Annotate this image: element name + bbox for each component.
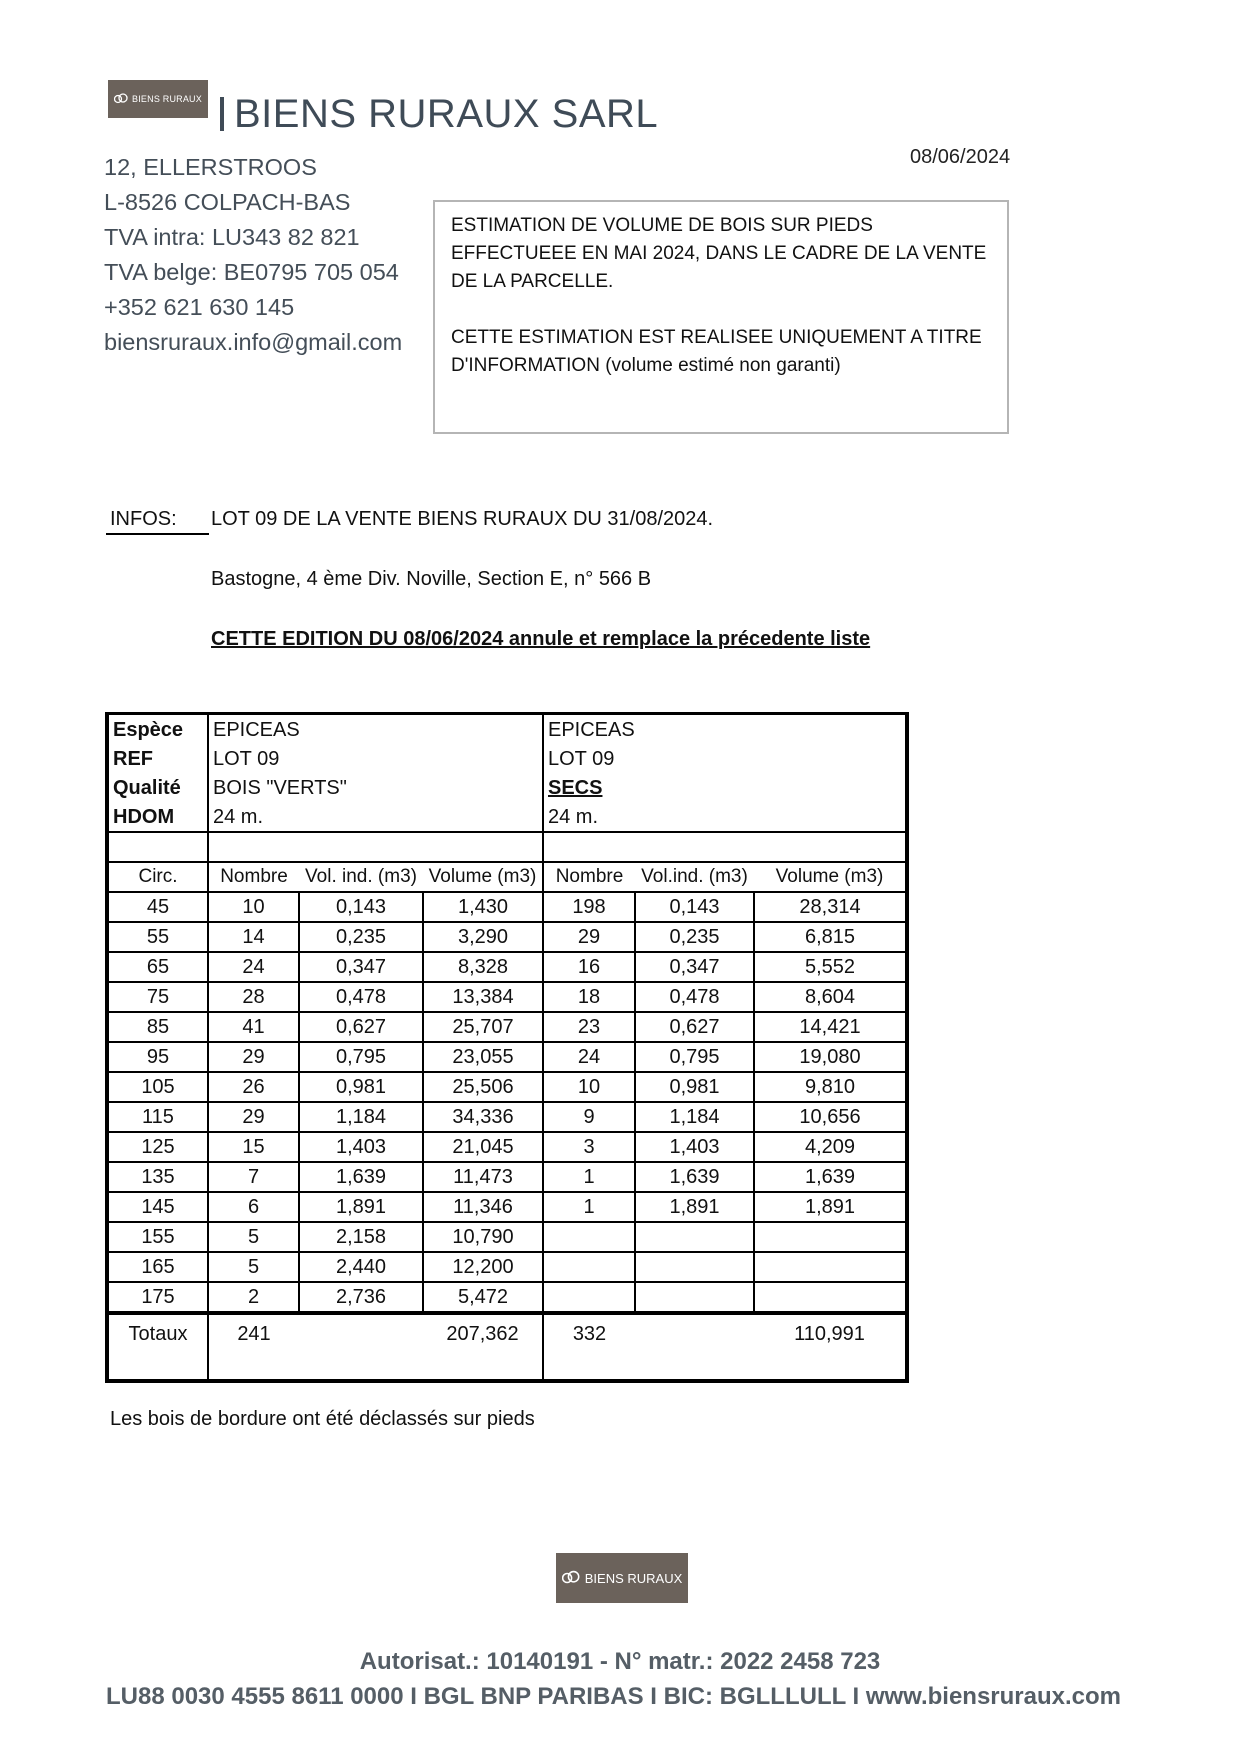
circ-cell: 85 [107,1012,208,1042]
green-volume-cell: 8,328 [423,952,543,982]
dry-unit-volume-cell [635,1282,754,1313]
green-count-cell: 14 [208,922,299,952]
dry-volume-cell: 8,604 [754,982,907,1012]
dry-espece: EPICEAS [543,714,907,745]
dry-unit-volume-cell: 1,403 [635,1132,754,1162]
dry-count-cell: 198 [543,892,635,922]
company-name-text: BIENS RURAUX SARL [234,92,659,136]
dry-volume-cell: 9,810 [754,1072,907,1102]
circ-cell: 95 [107,1042,208,1072]
green-volume-cell: 3,290 [423,922,543,952]
dry-unit-volume-cell: 0,235 [635,922,754,952]
footer-logo [556,1553,688,1603]
green-unit-volume-cell: 0,627 [299,1012,423,1042]
footer-bank-details: LU88 0030 4555 8611 0000 I BGL BNP PARIBAS I BIC: BGLLLULL I www.biensruraux.com [106,1683,1122,1710]
edition-notice: CETTE EDITION DU 08/06/2024 annule et remplace la précedente liste [211,628,871,650]
circ-cell: 175 [107,1282,208,1313]
footer-registration: Autorisat.: 10140191 - N° matr.: 2022 2458 723 [359,1648,881,1675]
dry-count-cell: 18 [543,982,635,1012]
circ-cell: 55 [107,922,208,952]
document-date: 08/06/2024 [910,146,1011,168]
circ-cell: 145 [107,1192,208,1222]
green-espece: EPICEAS [208,714,543,745]
totals-label: Totaux [107,1313,208,1381]
green-unit-volume-cell: 0,235 [299,922,423,952]
header-green-count: Nombre [208,862,299,892]
dry-count-cell [543,1252,635,1282]
green-unit-volume-cell: 2,736 [299,1282,423,1313]
lot-info: LOT 09 DE LA VENTE BIENS RURAUX DU 31/08/2024. [211,508,714,530]
circ-cell: 135 [107,1162,208,1192]
dry-hdom: 24 m. [543,802,907,832]
label-qualite: Qualité [107,773,208,802]
dry-volume-cell: 10,656 [754,1102,907,1132]
header-circ: Circ. [107,862,208,892]
dry-unit-volume-cell: 1,639 [635,1162,754,1192]
green-volume-cell: 11,346 [423,1192,543,1222]
green-volume-cell: 11,473 [423,1162,543,1192]
address-line: 12, ELLERSTROOS [104,154,317,180]
table-row [107,1192,907,1222]
dry-count-cell: 23 [543,1012,635,1042]
company-address [104,150,402,360]
circ-cell: 125 [107,1132,208,1162]
cadastral-info: Bastogne, 4 ème Div. Noville, Section E, n° 566 B [211,568,652,590]
dry-qualite: SECS [543,773,907,802]
green-unit-volume-cell: 1,403 [299,1132,423,1162]
totals-green-volume: 207,362 [423,1313,543,1381]
leaf-icon [114,93,128,105]
header-green-volume: Volume (m3) [423,862,543,892]
dry-count-cell: 3 [543,1132,635,1162]
green-unit-volume-cell: 1,891 [299,1192,423,1222]
green-count-cell: 41 [208,1012,299,1042]
green-volume-cell: 1,430 [423,892,543,922]
dry-volume-cell: 28,314 [754,892,907,922]
dry-count-cell [543,1282,635,1313]
table-row [107,952,907,982]
table-row [107,1222,907,1252]
green-unit-volume-cell: 0,981 [299,1072,423,1102]
vat-belgium: TVA belge: BE0795 705 054 [104,259,399,285]
table-row [107,1102,907,1132]
table-row [107,922,907,952]
green-unit-volume-cell: 0,478 [299,982,423,1012]
logo-text: BIENS RURAUX [132,94,202,104]
green-count-cell: 29 [208,1102,299,1132]
totals-green-count: 241 [208,1313,299,1381]
green-count-cell: 5 [208,1222,299,1252]
dry-count-cell: 1 [543,1162,635,1192]
circ-cell: 165 [107,1252,208,1282]
green-unit-volume-cell: 2,158 [299,1222,423,1252]
header-dry-count: Nombre [543,862,635,892]
dry-unit-volume-cell: 1,184 [635,1102,754,1132]
green-volume-cell: 25,707 [423,1012,543,1042]
table-row [107,1252,907,1282]
company-logo [108,80,208,118]
dry-unit-volume-cell [635,1222,754,1252]
dry-volume-cell: 6,815 [754,922,907,952]
green-count-cell: 15 [208,1132,299,1162]
dry-unit-volume-cell: 0,478 [635,982,754,1012]
green-unit-volume-cell: 0,347 [299,952,423,982]
green-volume-cell: 13,384 [423,982,543,1012]
header-green-unit-volume: Vol. ind. (m3) [299,862,423,892]
dry-count-cell: 1 [543,1192,635,1222]
label-hdom: HDOM [107,802,208,832]
green-volume-cell: 10,790 [423,1222,543,1252]
phone: +352 621 630 145 [104,294,295,320]
green-count-cell: 6 [208,1192,299,1222]
dry-unit-volume-cell: 0,347 [635,952,754,982]
table-row [107,1042,907,1072]
dry-count-cell: 10 [543,1072,635,1102]
dry-count-cell: 9 [543,1102,635,1132]
vat-intra: TVA intra: LU343 82 821 [104,224,360,250]
company-name [220,92,658,137]
dry-unit-volume-cell: 0,627 [635,1012,754,1042]
green-count-cell: 26 [208,1072,299,1102]
totals-dry-count: 332 [543,1313,635,1381]
green-ref: LOT 09 [208,744,543,773]
green-volume-cell: 23,055 [423,1042,543,1072]
table-row [107,982,907,1012]
address-line: L-8526 COLPACH-BAS [104,189,351,215]
green-count-cell: 29 [208,1042,299,1072]
notice-paragraph: ESTIMATION DE VOLUME DE BOIS SUR PIEDS EFFECTUEEE EN MAI 2024, DANS LE CADRE DE LA VENTE DE LA PARCELLE. [451,215,987,292]
dry-volume-cell: 5,552 [754,952,907,982]
header-dry-volume: Volume (m3) [754,862,907,892]
dry-unit-volume-cell: 0,795 [635,1042,754,1072]
circ-cell: 115 [107,1102,208,1132]
dry-count-cell [543,1222,635,1252]
dry-count-cell: 24 [543,1042,635,1072]
label-ref: REF [107,744,208,773]
table-row [107,892,907,922]
green-unit-volume-cell: 0,795 [299,1042,423,1072]
dry-volume-cell: 4,209 [754,1132,907,1162]
green-count-cell: 2 [208,1282,299,1313]
estimation-notice [433,200,1009,434]
green-hdom: 24 m. [208,802,543,832]
table-row [107,1072,907,1102]
email: biensruraux.info@gmail.com [104,329,403,355]
green-unit-volume-cell: 1,184 [299,1102,423,1132]
volume-table [105,712,909,1383]
table-row [107,1012,907,1042]
green-volume-cell: 34,336 [423,1102,543,1132]
dry-unit-volume-cell: 0,981 [635,1072,754,1102]
green-volume-cell: 21,045 [423,1132,543,1162]
header-dry-unit-volume: Vol.ind. (m3) [635,862,754,892]
dry-volume-cell [754,1222,907,1252]
circ-cell: 155 [107,1222,208,1252]
dry-unit-volume-cell: 1,891 [635,1192,754,1222]
dry-volume-cell: 1,891 [754,1192,907,1222]
green-count-cell: 7 [208,1162,299,1192]
circ-cell: 65 [107,952,208,982]
green-unit-volume-cell: 1,639 [299,1162,423,1192]
totals-dry-volume: 110,991 [754,1313,907,1381]
circ-cell: 45 [107,892,208,922]
label-espece: Espèce [107,714,208,745]
green-count-cell: 10 [208,892,299,922]
green-unit-volume-cell: 2,440 [299,1252,423,1282]
dry-volume-cell [754,1252,907,1282]
table-row [107,1162,907,1192]
footer-logo-text: BIENS RURAUX [584,1570,683,1586]
dry-volume-cell [754,1282,907,1313]
footnote: Les bois de bordure ont été déclassés sur pieds [110,1408,535,1430]
dry-volume-cell: 14,421 [754,1012,907,1042]
circ-cell: 105 [107,1072,208,1102]
infos-label: INFOS: [110,508,177,530]
green-count-cell: 5 [208,1252,299,1282]
infos-underline [106,533,209,535]
table-row [107,1132,907,1162]
notice-paragraph: CETTE ESTIMATION EST REALISEE UNIQUEMENT A TITRE D'INFORMATION (volume estimé non garanti) [451,327,982,376]
green-count-cell: 24 [208,952,299,982]
green-volume-cell: 12,200 [423,1252,543,1282]
dry-count-cell: 29 [543,922,635,952]
dry-ref: LOT 09 [543,744,907,773]
green-volume-cell: 25,506 [423,1072,543,1102]
green-unit-volume-cell: 0,143 [299,892,423,922]
leaf-icon [562,1570,580,1586]
dry-count-cell: 16 [543,952,635,982]
dry-unit-volume-cell: 0,143 [635,892,754,922]
table-row [107,1282,907,1313]
green-volume-cell: 5,472 [423,1282,543,1313]
dry-volume-cell: 19,080 [754,1042,907,1072]
dry-volume-cell: 1,639 [754,1162,907,1192]
green-qualite: BOIS "VERTS" [208,773,543,802]
circ-cell: 75 [107,982,208,1012]
green-count-cell: 28 [208,982,299,1012]
dry-unit-volume-cell [635,1252,754,1282]
